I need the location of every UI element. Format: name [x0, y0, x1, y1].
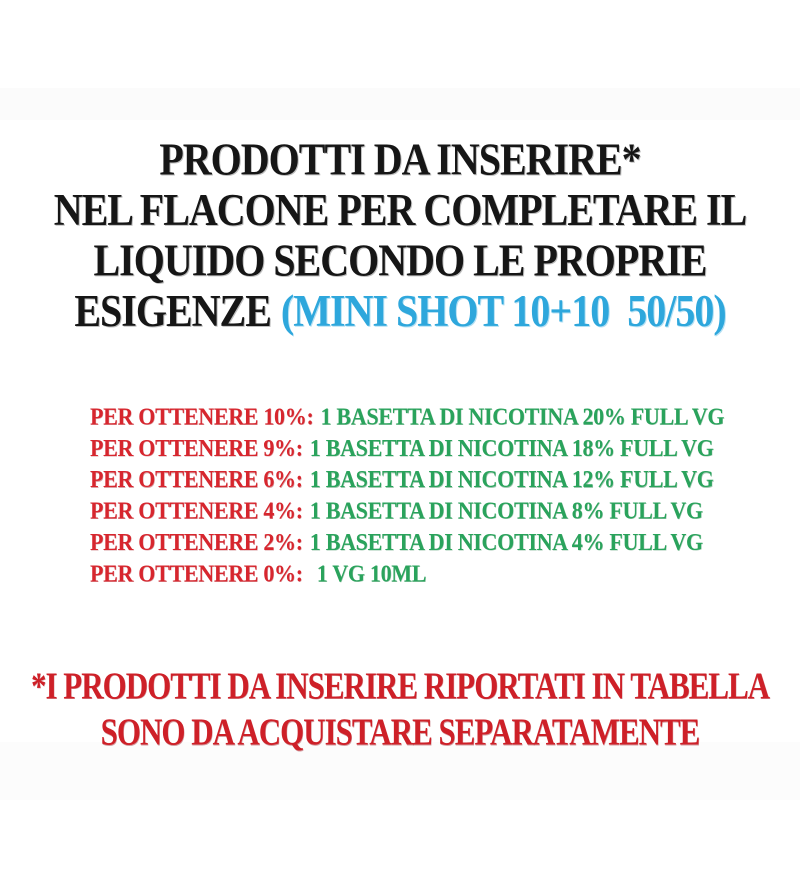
recipe-row-6pct: [90, 464, 724, 495]
recipe-label: PER OTTENERE 9%:: [90, 433, 303, 462]
recipe-value: 1 BASETTA DI NICOTINA 12% FULL VG: [309, 464, 714, 493]
background-band-top: [0, 88, 800, 120]
recipe-value: 1 BASETTA DI NICOTINA 18% FULL VG: [309, 433, 714, 462]
recipe-row-4pct: [90, 495, 724, 526]
recipe-row-10pct: [90, 401, 724, 432]
recipe-label: PER OTTENERE 2%:: [90, 527, 303, 556]
recipe-label: PER OTTENERE 0%:: [90, 558, 303, 587]
recipe-row-0pct: [90, 558, 724, 589]
title-line-4: [0, 286, 800, 337]
footnote-line-1: *I PRODOTTI DA INSERIRE RIPORTATI IN TABELLA: [30, 664, 770, 707]
recipe-row-9pct: [90, 432, 724, 463]
recipe-row-2pct: [90, 526, 724, 557]
footnote: [0, 663, 800, 756]
title-line-3: LIQUIDO SECONDO LE PROPRIE: [93, 234, 707, 286]
recipe-value: 1 VG 10ML: [316, 558, 427, 587]
title-line-4-black: ESIGENZE: [74, 284, 271, 337]
recipe-list: [90, 401, 724, 589]
footnote-line-2: SONO DA ACQUISTARE SEPARATAMENTE: [100, 710, 700, 754]
page-title: [0, 134, 800, 336]
recipe-label: PER OTTENERE 10%:: [90, 402, 314, 431]
recipe-label: PER OTTENERE 4%:: [90, 496, 303, 525]
title-mini-shot-accent: (MINI SHOT 10+10 50/50): [280, 284, 726, 337]
recipe-value: 1 BASETTA DI NICOTINA 4% FULL VG: [309, 527, 703, 556]
recipe-value: 1 BASETTA DI NICOTINA 20% FULL VG: [320, 402, 725, 431]
title-line-1: PRODOTTI DA INSERIRE*: [159, 132, 641, 185]
title-line-2: NEL FLACONE PER COMPLETARE IL: [53, 183, 747, 236]
recipe-value: 1 BASETTA DI NICOTINA 8% FULL VG: [309, 496, 703, 525]
recipe-label: PER OTTENERE 6%:: [90, 464, 303, 493]
